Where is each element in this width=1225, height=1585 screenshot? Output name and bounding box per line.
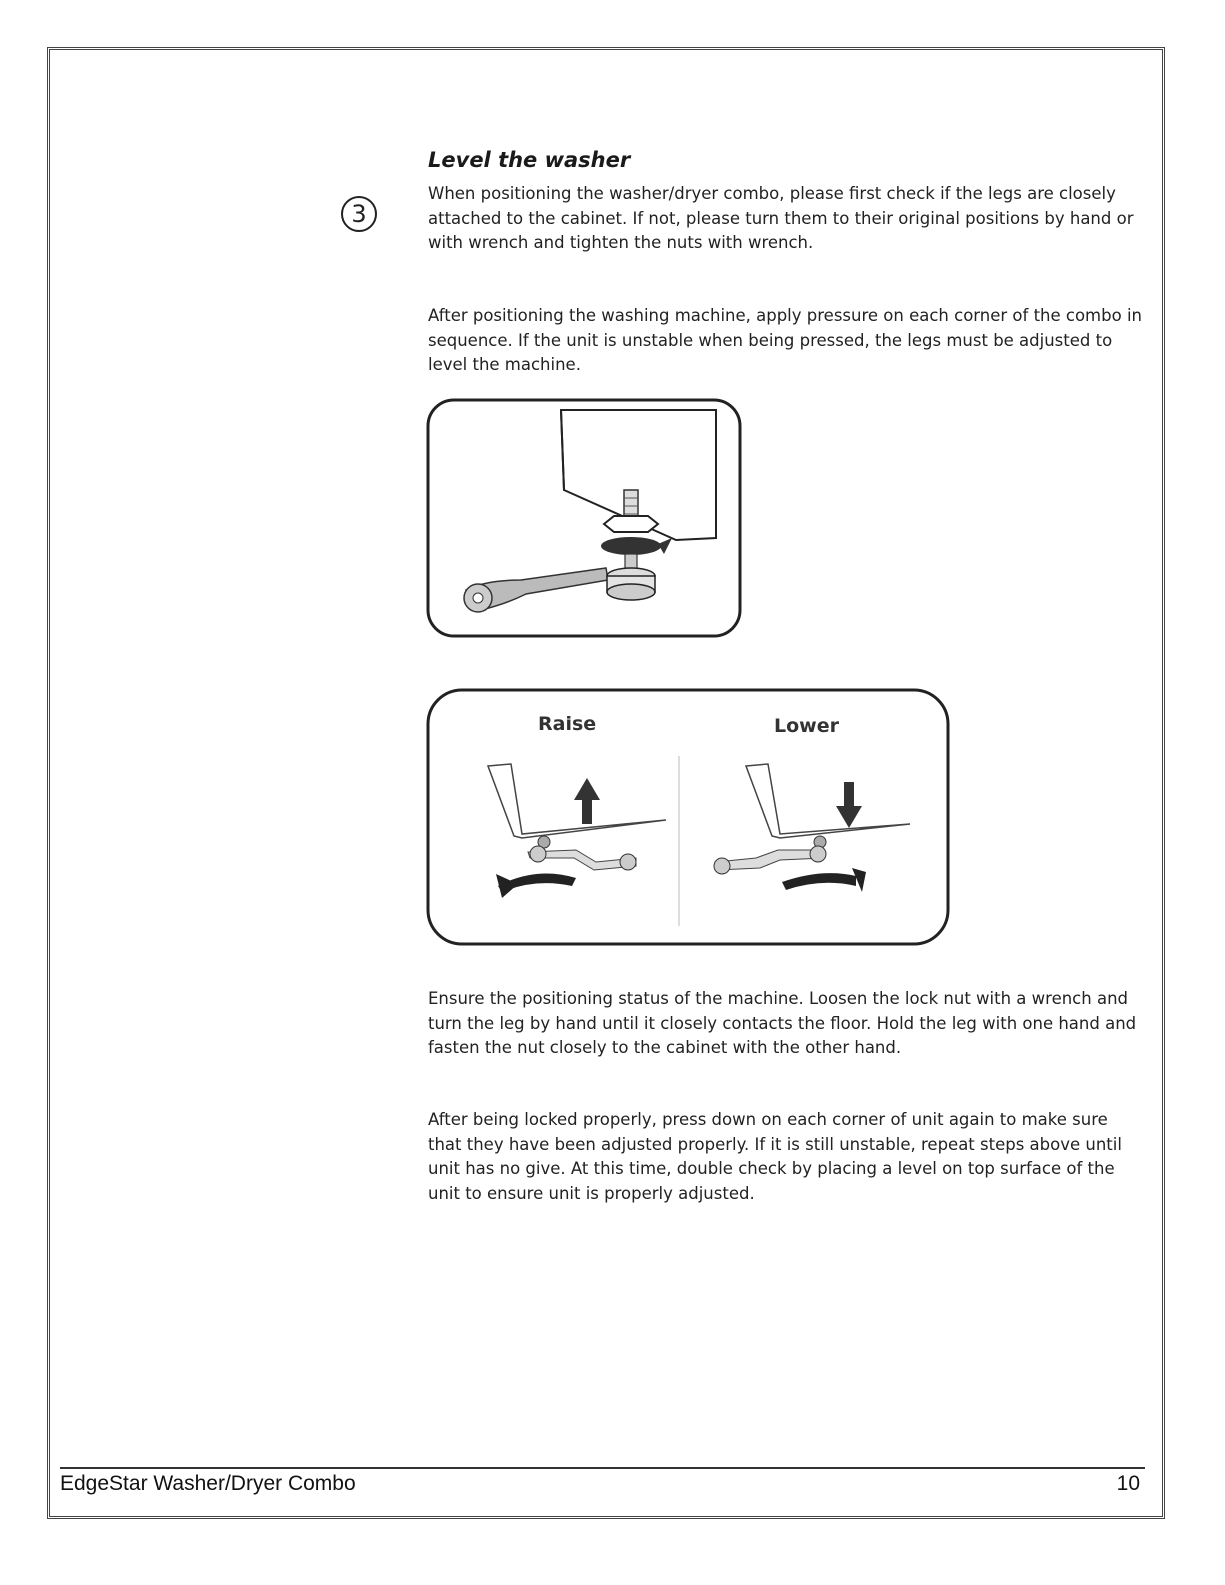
paragraph-4: After being locked properly, press down on each corner of unit again to make sure that they have been adjusted properly. If it is still unstable, repeat steps above until unit has no give. At this time, double check by placing a level on top surface of the unit to ensure unit is properly adjusted. — [428, 1110, 1122, 1203]
paragraph-1: When positioning the washer/dryer combo, please first check if the legs are closely attached to the cabinet. If not, please turn them to their original positions by hand or with wrench and tighten the nuts with wrench. — [428, 184, 1134, 252]
paragraph-3: Ensure the positioning status of the machine. Loosen the lock nut with a wrench and turn the leg by hand until it closely contacts the floor. Hold the leg with one hand and fasten the nut closely to the cabinet with the other hand. — [428, 989, 1137, 1057]
footer-rule — [60, 1467, 1145, 1469]
step-number-badge: 3 — [341, 196, 377, 232]
wrench-adjusting-leg-icon — [426, 398, 744, 640]
footer-title: EdgeStar Washer/Dryer Combo — [60, 1472, 356, 1495]
raise-lower-leg-icon — [426, 686, 952, 948]
raise-label: Raise — [538, 713, 597, 735]
page-number: 10 — [1116, 1472, 1140, 1495]
wrench-leg-figure — [426, 398, 744, 640]
lower-label: Lower — [774, 715, 839, 737]
paragraph-2: After positioning the washing machine, apply pressure on each corner of the combo in sequence. If the unit is unstable when being pressed, the legs must be adjusted to level the machine. — [428, 306, 1142, 374]
section-title: Level the washer — [428, 148, 631, 172]
raise-lower-figure — [426, 686, 952, 948]
